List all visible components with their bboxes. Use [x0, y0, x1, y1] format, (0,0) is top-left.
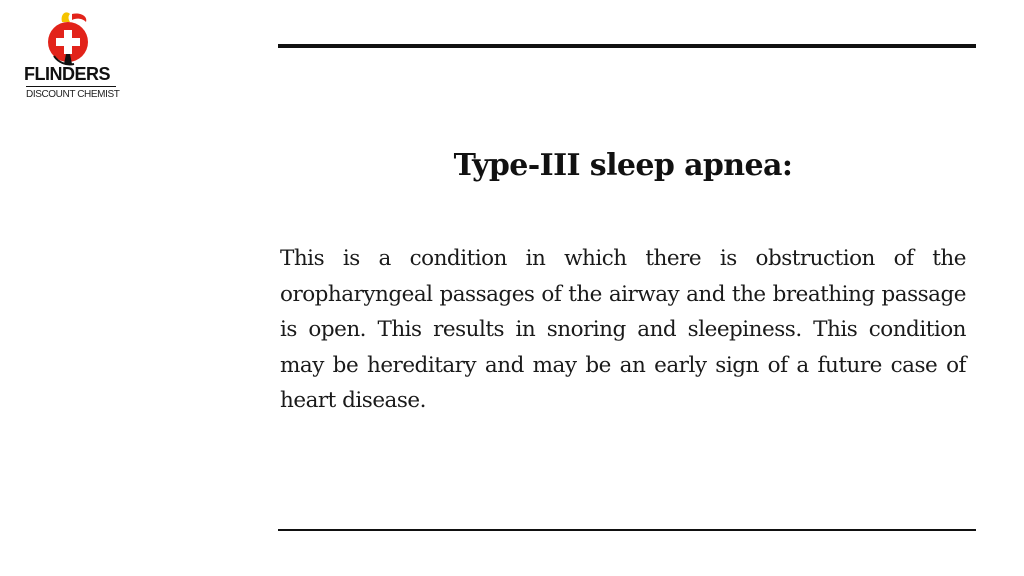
top-divider [278, 44, 976, 48]
pharmacy-cross-icon [44, 10, 94, 68]
brand-logo [22, 10, 122, 108]
brand-name: FLINDERS [24, 64, 110, 84]
brand-divider [26, 86, 116, 87]
bottom-divider [278, 529, 976, 531]
brand-subtitle: DISCOUNT CHEMIST [26, 89, 120, 100]
slide-heading: Type-III sleep apnea: [453, 148, 793, 183]
slide-paragraph: This is a condition in which there is obstruction of the oropharyngeal passages of the airway and the breathing passage is open. This results in snoring and sleepiness. This condition may be hereditary and may be an early sign of a future case of heart disease. [280, 246, 966, 413]
